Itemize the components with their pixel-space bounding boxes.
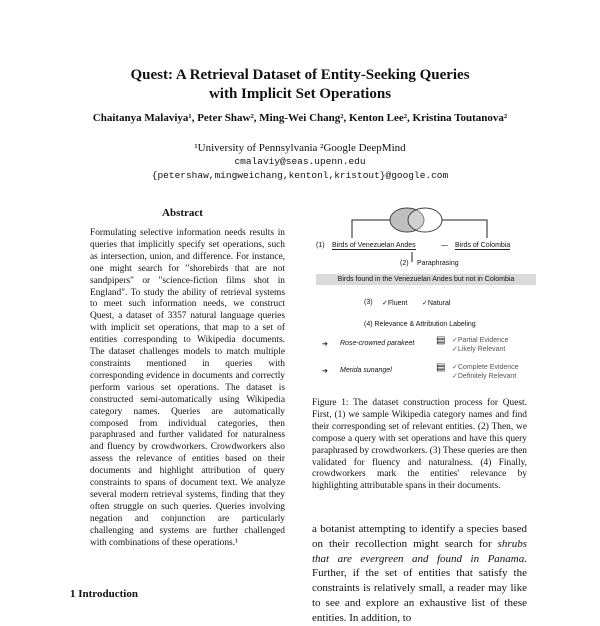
entity-2-relevance: ✓Definitely Relevant	[452, 373, 517, 380]
operator-label: —	[441, 242, 448, 249]
arrow-icon: ➔	[322, 341, 328, 348]
abstract-heading: Abstract	[162, 207, 203, 219]
abstract-text: Formulating selective information needs results in queries that implicitly specify set operations, such as intersection, union, and difference. For instance, one might search for "shorebirds that are not sandpipers" or "science-fiction films shot in England". To study the ability of retrieval systems to meet such information needs, we construct Quest, a dataset of 3357 natural language queries with implicit set operations, that map to a set of entities corresponding to Wikipedia documents. The dataset challenges models to match multiple constraints mentioned in queries with corresponding evidence in documents and correctly perform various set operations. The dataset is constructed semi-automatically using Wikipedia category names. Queries are automatically composed from individual categories, then paraphrased and further validated for naturalness and fluency by crowdworkers. Crowdworkers also assess the relevance of entities based on their documents and highlight attribution of query constraints to spans of document text. We analyze several modern retrieval systems, finding that they often struggle on such queries. Queries involving negation and conjunction are particularly challenging and systems are further challenged with combinations of these operations.¹	[90, 228, 285, 548]
entity-1: Rose-crowned parakeet	[340, 340, 415, 347]
venn-right	[408, 208, 442, 232]
entity-2: Merida sunangel	[340, 367, 392, 374]
paraphrasing-label: Paraphrasing	[417, 260, 459, 267]
figure-1	[312, 200, 542, 392]
arrow-icon: ➔	[322, 368, 328, 375]
step-2-label: (2)	[400, 260, 409, 267]
category-1: Birds of Venezuelan Andes	[332, 242, 416, 249]
figure-caption: Figure 1: The dataset construction process for Quest. First, (1) we sample Wikipedia category names and find their corresponding set of relevant entities. (2) Then, we compose a query with set operations and have this query paraphrased by crowdworkers. (3) These queries are then validated for fluency and naturalness. (4) Finally, crowdworkers mark the entities' relevance by highlighting attributable spans in their documents.	[312, 398, 527, 492]
email-1: cmalaviy@seas.upenn.edu	[234, 156, 366, 167]
natural-label: ✓Natural	[422, 300, 451, 307]
category-2: Birds of Colombia	[455, 242, 511, 249]
affiliation-block	[0, 141, 600, 183]
body-text-part2: . Further, if the set of entities that satisfy the constraints is relatively small, a reader may like to see and explore an exhaustive list of these entities. In addition, to	[312, 552, 527, 624]
abstract-body	[90, 228, 285, 549]
title-line-1: Quest: A Retrieval Dataset of Entity-Seeking Queries	[130, 67, 470, 83]
arrow-left	[352, 220, 390, 238]
title-line-2: with Implicit Set Operations	[208, 86, 392, 102]
entity-1-relevance: ✓Likely Relevant	[452, 346, 506, 353]
step-3-label: (3)	[364, 299, 373, 306]
body-text-col2	[312, 522, 527, 626]
entity-1-evidence: ✓Partial Evidence	[452, 337, 509, 344]
document-icon: ▤	[436, 335, 446, 346]
entity-2-evidence: ✓Complete Evidence	[452, 364, 519, 371]
paper-title	[0, 66, 600, 104]
arrow-right	[442, 220, 487, 238]
email-2: {petershaw,mingweichang,kentonl,kristout}@google.com	[151, 170, 449, 181]
section-heading: 1 Introduction	[70, 588, 138, 600]
fluent-label: ✓Fluent	[382, 300, 408, 307]
affiliation: ¹University of Pennsylvania ²Google DeepMind	[194, 142, 406, 154]
step-1-label: (1)	[316, 242, 325, 249]
document-icon: ▤	[436, 362, 446, 373]
body-text-part1: a botanist attempting to identify a species based on their recollection might search for	[312, 523, 527, 550]
authors: Chaitanya Malaviya¹, Peter Shaw², Ming-Wei Chang², Kenton Lee², Kristina Toutanova²	[92, 112, 508, 124]
body-text-italic: shrubs that are evergreen and found in Panama	[312, 537, 527, 565]
query-banner: Birds found in the Venezuelan Andes but not in Colombia	[316, 274, 536, 285]
step-4-label: (4) Relevance & Attribution Labeling	[364, 321, 476, 328]
